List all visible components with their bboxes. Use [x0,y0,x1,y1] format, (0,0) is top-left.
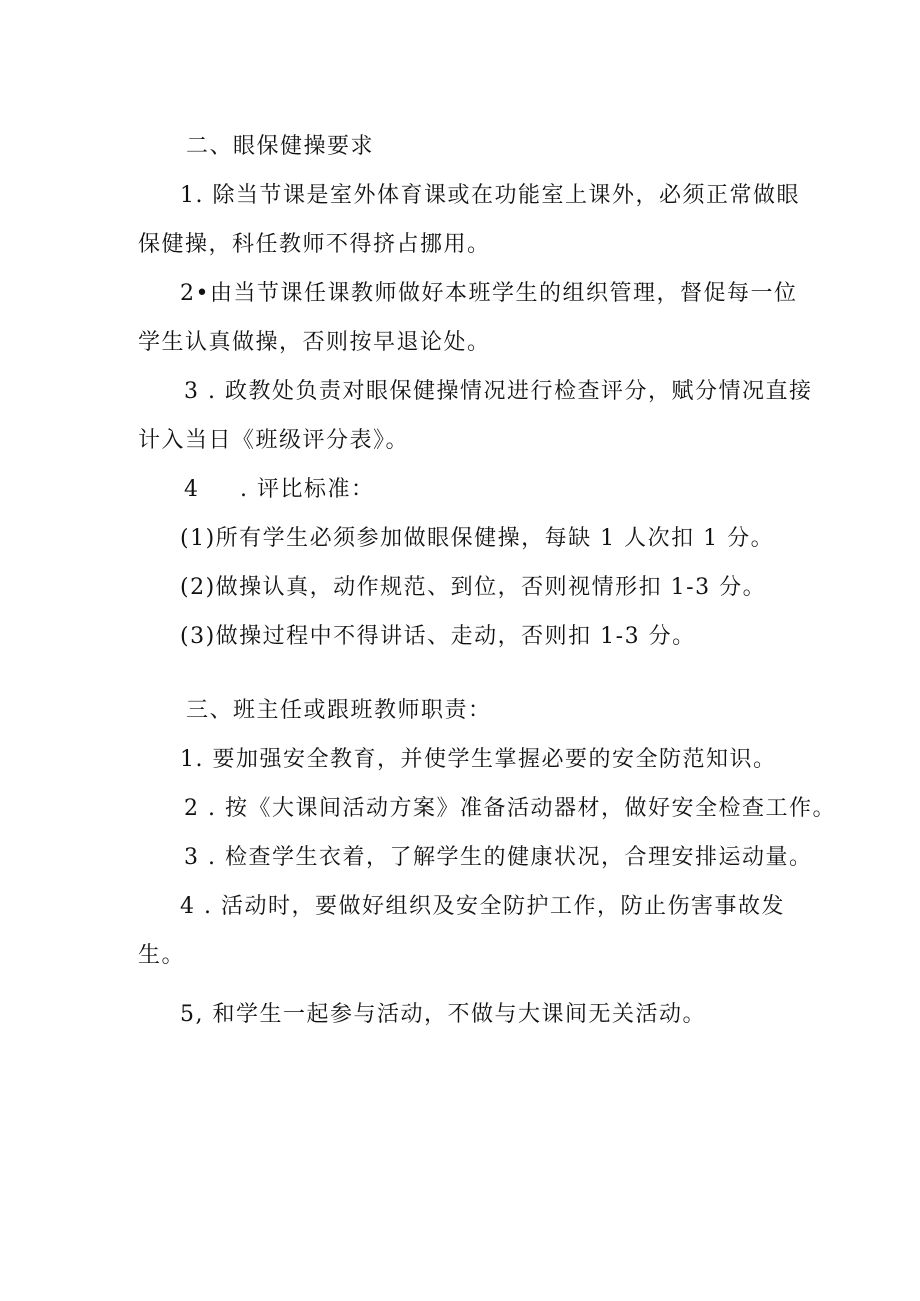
criteria-item-1: (1)所有学生必须参加做眼保健操，每缺 1 人次扣 1 分。 [180,526,775,551]
section-2-item-3-line-1: 3 . 政教处负责对眼保健操情况进行检查评分，赋分情况直接 [184,379,813,404]
section-3-item-4-line-2: 生。 [138,943,186,968]
section-3-item-5: 5, 和学生一起参与活动，不做与大课间无关活动。 [180,1002,706,1027]
section-2-item-4-number: 4 [184,477,200,502]
section-2-item-3-line-2: 计入当日《班级评分表》。 [138,428,410,453]
section-3-item-4-line-1: 4 . 活动时，要做好组织及安全防护工作，防止伤害事故发 [180,894,785,919]
section-3-heading: 三、班主任或跟班教师职责： [186,698,492,723]
section-3-item-3: 3 . 检查学生衣着，了解学生的健康状况，合理安排运动量。 [184,845,813,870]
section-2-item-2-line-1: 2•由当节课任课教师做好本班学生的组织管理，督促每一位 [180,281,798,306]
criteria-item-2: (2)做操认真，动作规范、到位，否则视情形扣 1-3 分。 [180,575,767,600]
section-2-item-2-line-2: 学生认真做操，否则按早退论处。 [138,330,491,355]
section-3-item-2: 2 . 按《大课间活动方案》准备活动器材，做好安全检查工作。 [184,796,836,821]
section-2-heading: 二、眼保健操要求 [186,134,375,159]
criteria-item-3: (3)做操过程中不得讲话、走动，否则扣 1-3 分。 [180,624,696,649]
section-3-item-1: 1. 要加强安全教育，并使学生掌握必要的安全防范知识。 [180,747,777,772]
section-2-item-1-line-2: 保健操，科任教师不得挤占挪用。 [138,232,491,257]
section-2-item-1-line-1: 1. 除当节课是室外体育课或在功能室上课外，必须正常做眼 [180,183,800,208]
section-2-item-4-label: . 评比标准： [240,477,375,502]
